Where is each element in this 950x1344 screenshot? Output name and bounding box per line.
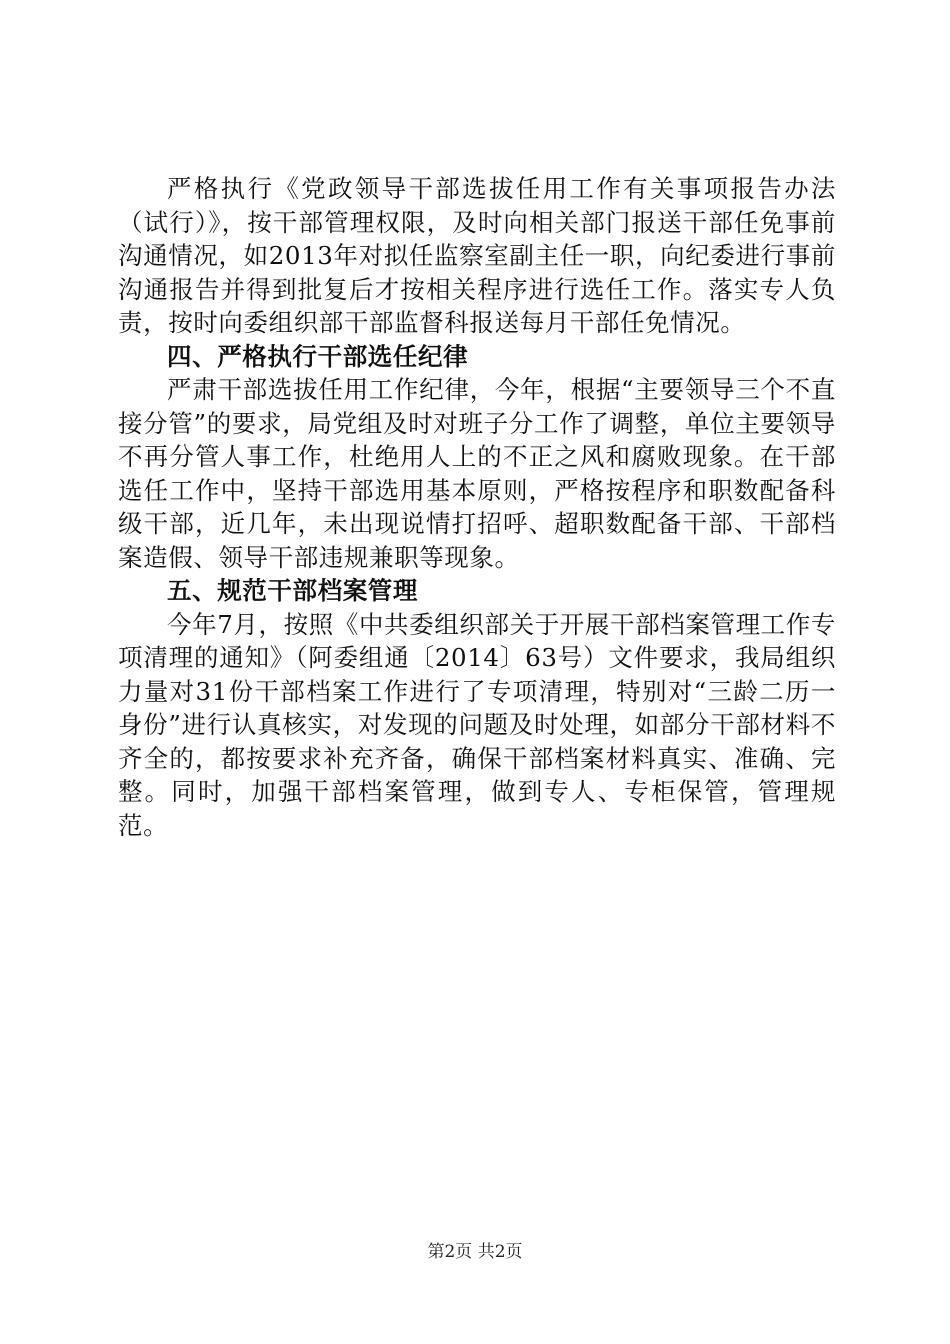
- paragraph-discipline: 严肃干部选拔任用工作纪律，今年，根据“主要领导三个不直接分管”的要求，局党组及时对班子分工作了调整，单位主要领导不再分管人事工作，杜绝用人上的不正之风和腐败现象。在干部选任工作中，坚持干部选用基本原则，严格按程序和职数配备科级干部，近几年，未出现说情打招呼、超职数配备干部、干部档案造假、领导干部违规兼职等现象。: [118, 375, 836, 572]
- paragraph-archives: 今年7月，按照《中共委组织部关于开展干部档案管理工作专项清理的通知》（阿委组通〔2014〕63号）文件要求，我局组织力量对31份干部档案工作进行了专项清理，特别对“三龄二历一身份”进行认真核实，对发现的问题及时处理，如部分干部材料不齐全的，都按要求补充齐备，确保干部档案材料真实、准确、完整。同时，加强干部档案管理，做到专人、专柜保管，管理规范。: [118, 609, 836, 840]
- page-footer: 第2页 共2页: [427, 1242, 523, 1262]
- paragraph-reporting: 严格执行《党政领导干部选拔任用工作有关事项报告办法（试行）》，按干部管理权限，及时向相关部门报送干部任免事前沟通情况，如2013年对拟任监察室副主任一职，向纪委进行事前沟通报告并得到批复后才按相关程序进行选任工作。落实专人负责，按时向委组织部干部监督科报送每月干部任免情况。: [118, 174, 836, 337]
- document-body: [118, 172, 836, 842]
- section-heading-4: 四、严格执行干部选任纪律: [167, 341, 469, 371]
- section-heading-5: 五、规范干部档案管理: [167, 576, 418, 605]
